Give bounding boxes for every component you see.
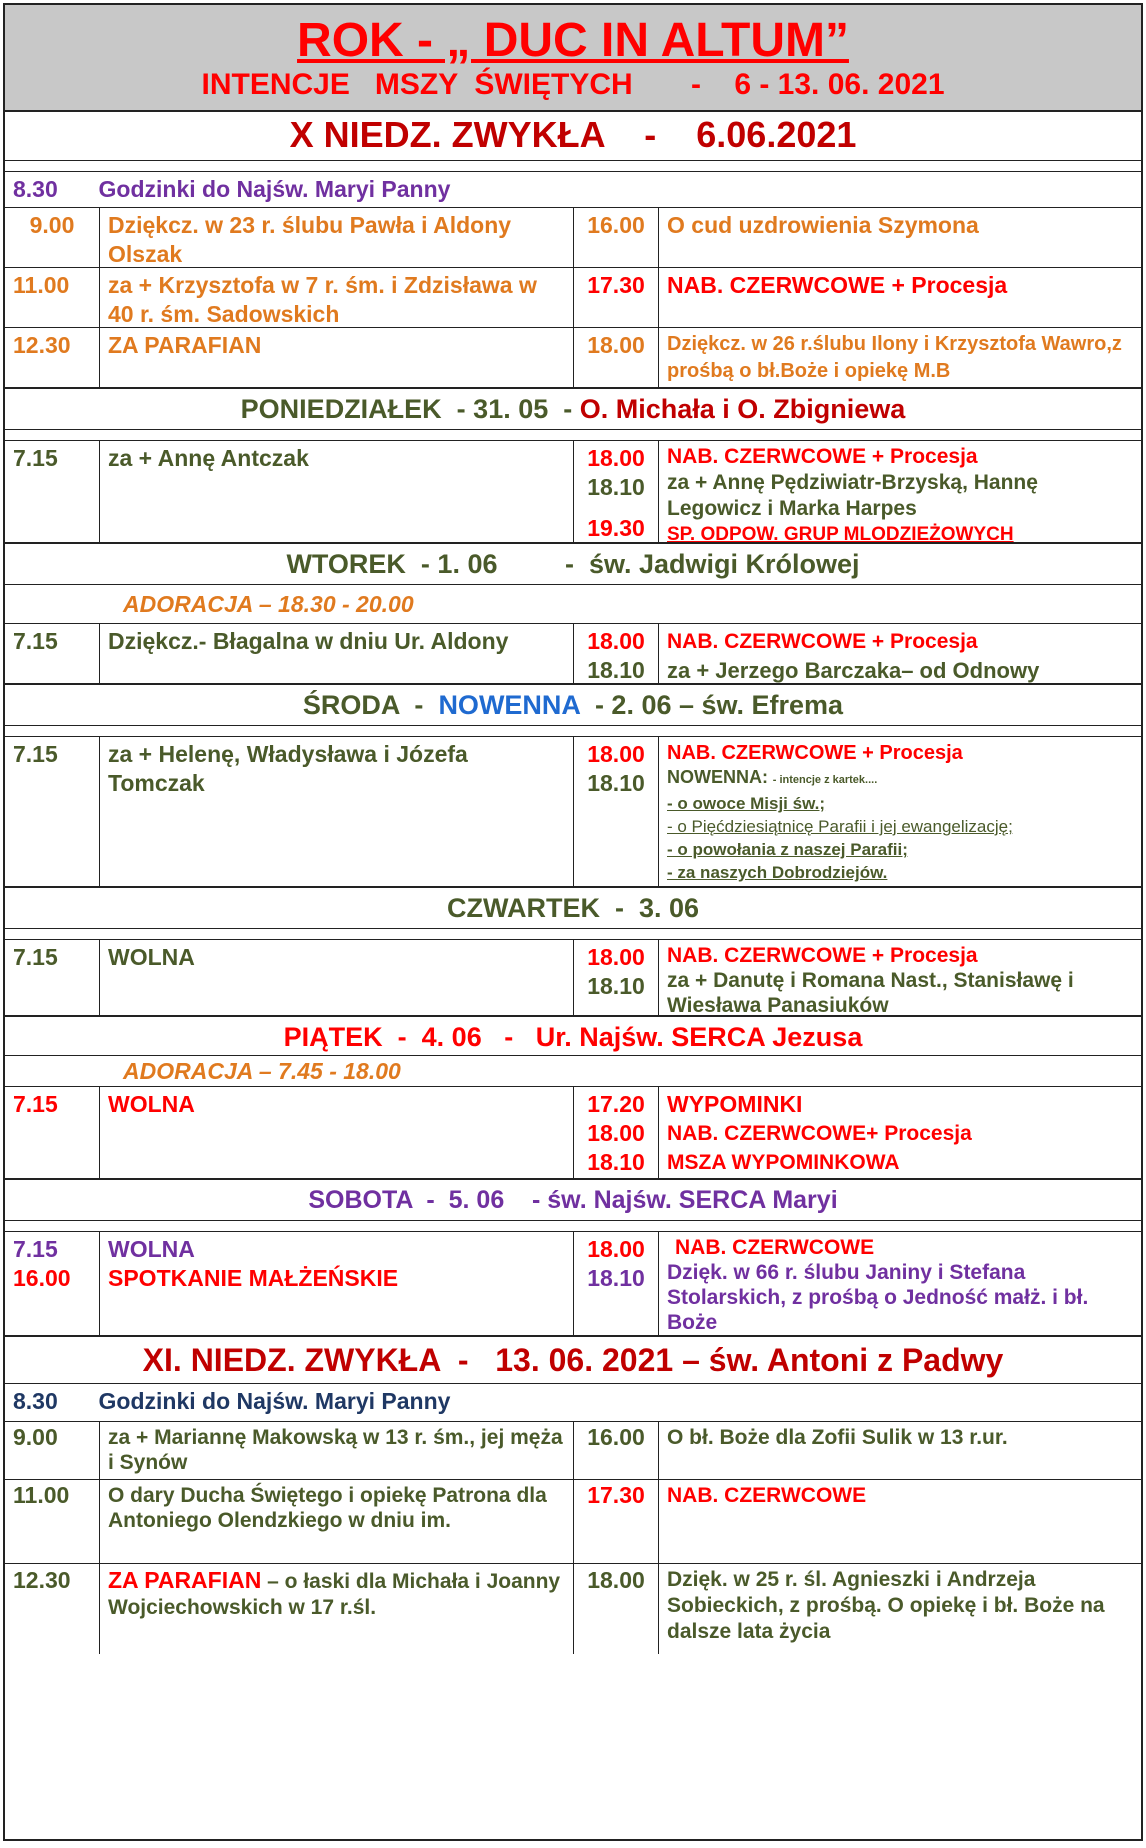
nowenna-block: NAB. CZERWCOWE + Procesja NOWENNA: - intencje z kartek.... - o owoce Misji św.; - o Pięćdziesiątnicę Parafii i jej ewangelizację; - o powołania z naszej Parafii; - za naszych Dobrodziejów. — [667, 742, 1013, 882]
mass-row — [5, 267, 1141, 327]
mass-row: 7.15 WOLNA 17.20 18.00 18.10 WYPOMINKI NAB. CZERWCOWE+ Procesja MSZA WYPOMINKOWA — [5, 1086, 1141, 1178]
divider — [5, 928, 1141, 939]
godzinki-time: 8.30 — [13, 176, 58, 202]
mass-intention: Dzięk. w 25 r. śl. Agnieszki i Andrzeja Sobieckich, z prośbą. O opiekę i bł. Boże na dalsze lata życia — [667, 1568, 1105, 1643]
mass-intention: Dziękcz. w 26 r.ślubu Ilony i Krzysztofa Wawro,z prośbą o bł.Boże i opiekę M.B — [667, 333, 1122, 382]
mass-intention: WOLNA — [100, 940, 574, 1015]
mass-time: 7.15 — [5, 737, 100, 886]
mass-time: 9.00 — [5, 208, 100, 267]
day-heading-monday: PONIEDZIAŁEK - 31. 05 - O. Michała i O. Zbigniewa — [5, 387, 1141, 429]
divider — [5, 429, 1141, 440]
page-title: ROK - „ DUC IN ALTUM” — [297, 14, 849, 67]
mass-time: 16.00 — [574, 208, 659, 267]
mass-time: 7.15 — [5, 441, 100, 542]
mass-row: 7.15 za + Annę Antczak 18.00 18.10 19.30 NAB. CZERWCOWE + Procesja za + Annę Pędziwiatr-Brzyską, Hannę Legowicz i Marka Harpes SP. ODPOW. GRUP MLODZIEŻOWYCH — [5, 440, 1141, 542]
mass-time: 18.00 — [574, 1564, 659, 1654]
day-heading-saturday: SOBOTA - 5. 06 - św. Najśw. SERCA Maryi — [5, 1178, 1141, 1220]
day-heading-thursday: CZWARTEK - 3. 06 — [5, 886, 1141, 928]
mass-time: 12.30 — [5, 1564, 100, 1654]
mass-intention: NAB. CZERWCOWE + Procesja — [667, 272, 1008, 298]
page-subtitle: INTENCJE MSZY ŚWIĘTYCH - 6 - 13. 06. 2021 — [201, 68, 945, 101]
day-heading-wednesday: ŚRODA - NOWENNA - 2. 06 – św. Efrema — [5, 683, 1141, 725]
mass-time: 12.30 — [5, 328, 100, 387]
mass-intention: za + Mariannę Makowską w 13 r. śm., jej męża i Synów — [100, 1422, 574, 1479]
mass-row: 7.15 za + Helenę, Władysława i Józefa Tomczak 18.00 18.10 NAB. CZERWCOWE + Procesja NOWENNA: - intencje z kartek.... - o owoce Misji św.; - o Pięćdziesiątnicę Parafii i jej ewangelizację; - o powołania z naszej Parafii; - za naszych Dobrodziejów. — [5, 736, 1141, 886]
mass-row: 7.15 Dziękcz.- Błagalna w dniu Ur. Aldony 18.00 18.10 NAB. CZERWCOWE + Procesja za + Jerzego Barczaka– od Odnowy — [5, 623, 1141, 683]
mass-time: 7.15 — [5, 1087, 100, 1178]
mass-intention: za + Krzysztofa w 7 r. śm. i Zdzisława w 40 r. śm. Sadowskich — [100, 268, 574, 327]
mass-intention: za + Helenę, Władysława i Józefa Tomczak — [100, 737, 574, 886]
mass-intention: ZA PARAFIAN — [100, 328, 574, 387]
mass-row — [5, 1421, 1141, 1479]
mass-intention: WOLNA — [100, 1087, 574, 1178]
godzinki-row — [5, 1383, 1141, 1421]
divider — [5, 1220, 1141, 1231]
intentions-sheet — [3, 3, 1143, 1841]
header — [5, 5, 1141, 112]
mass-row: 7.15 WOLNA 18.00 18.10 NAB. CZERWCOWE + Procesja za + Danutę i Romana Nast., Stanisławę i Wiesława Panasiuków — [5, 939, 1141, 1015]
mass-intention: O bł. Boże dla Zofii Sulik w 13 r.ur. — [667, 1426, 1008, 1449]
mass-row — [5, 327, 1141, 387]
adoration-note: ADORACJA – 7.45 - 18.00 — [5, 1055, 1141, 1086]
mass-time: 7.15 — [5, 940, 100, 1015]
godzinki-text: Godzinki do Najśw. Maryi Panny — [98, 176, 451, 202]
mass-time: 16.00 — [574, 1422, 659, 1479]
mass-time: 18.00 — [574, 328, 659, 387]
mass-time: 9.00 — [5, 1422, 100, 1479]
mass-intention: Dziękcz.- Błagalna w dniu Ur. Aldony — [100, 624, 574, 683]
godzinki-row — [5, 171, 1141, 207]
mass-row: 12.30 ZA PARAFIAN – o łaski dla Michała i Joanny Wojciechowskich w 17 r.śl. 18.00 Dzięk. w 25 r. śl. Agnieszki i Andrzeja Sobieckich, z prośbą. O opiekę i bł. Boże na dalsze lata życia — [5, 1563, 1141, 1654]
godzinki-text: Godzinki do Najśw. Maryi Panny — [98, 1388, 451, 1414]
day-heading-sunday1: X NIEDZ. ZWYKŁA - 6.06.2021 — [289, 114, 857, 155]
adoration-note: ADORACJA – 18.30 - 20.00 — [5, 584, 1141, 623]
day-heading-friday: PIĄTEK - 4. 06 - Ur. Najśw. SERCA Jezusa — [5, 1015, 1141, 1055]
mass-row — [5, 207, 1141, 267]
divider — [5, 160, 1141, 171]
mass-intention: za + Annę Antczak — [100, 441, 574, 542]
mass-time: 11.00 — [5, 1480, 100, 1563]
mass-time: 7.15 — [5, 624, 100, 683]
day-heading-tuesday: WTOREK - 1. 06 - św. Jadwigi Królowej — [5, 542, 1141, 584]
mass-time: 11.00 — [5, 268, 100, 327]
mass-row: 7.15 16.00 WOLNA SPOTKANIE MAŁŻEŃSKIE 18.00 18.10 NAB. CZERWCOWE Dzięk. w 66 r. ślubu Janiny i Stefana Stolarskich, z prośbą o Jedność małż. i bł. Boże — [5, 1231, 1141, 1335]
mass-intention: O dary Ducha Świętego i opiekę Patrona dla Antoniego Olendzkiego w dniu im. — [100, 1480, 574, 1563]
mass-intention: NAB. CZERWCOWE — [667, 1484, 867, 1507]
mass-intention: O cud uzdrowienia Szymona — [667, 212, 979, 238]
mass-time: 17.30 — [574, 268, 659, 327]
divider — [5, 725, 1141, 736]
day-heading-sunday2: XI. NIEDZ. ZWYKŁA - 13. 06. 2021 – św. Antoni z Padwy — [5, 1335, 1141, 1383]
godzinki-time: 8.30 — [13, 1388, 58, 1414]
mass-row — [5, 1479, 1141, 1563]
mass-intention: Dziękcz. w 23 r. ślubu Pawła i Aldony Olszak — [100, 208, 574, 267]
mass-time: 17.30 — [574, 1480, 659, 1563]
